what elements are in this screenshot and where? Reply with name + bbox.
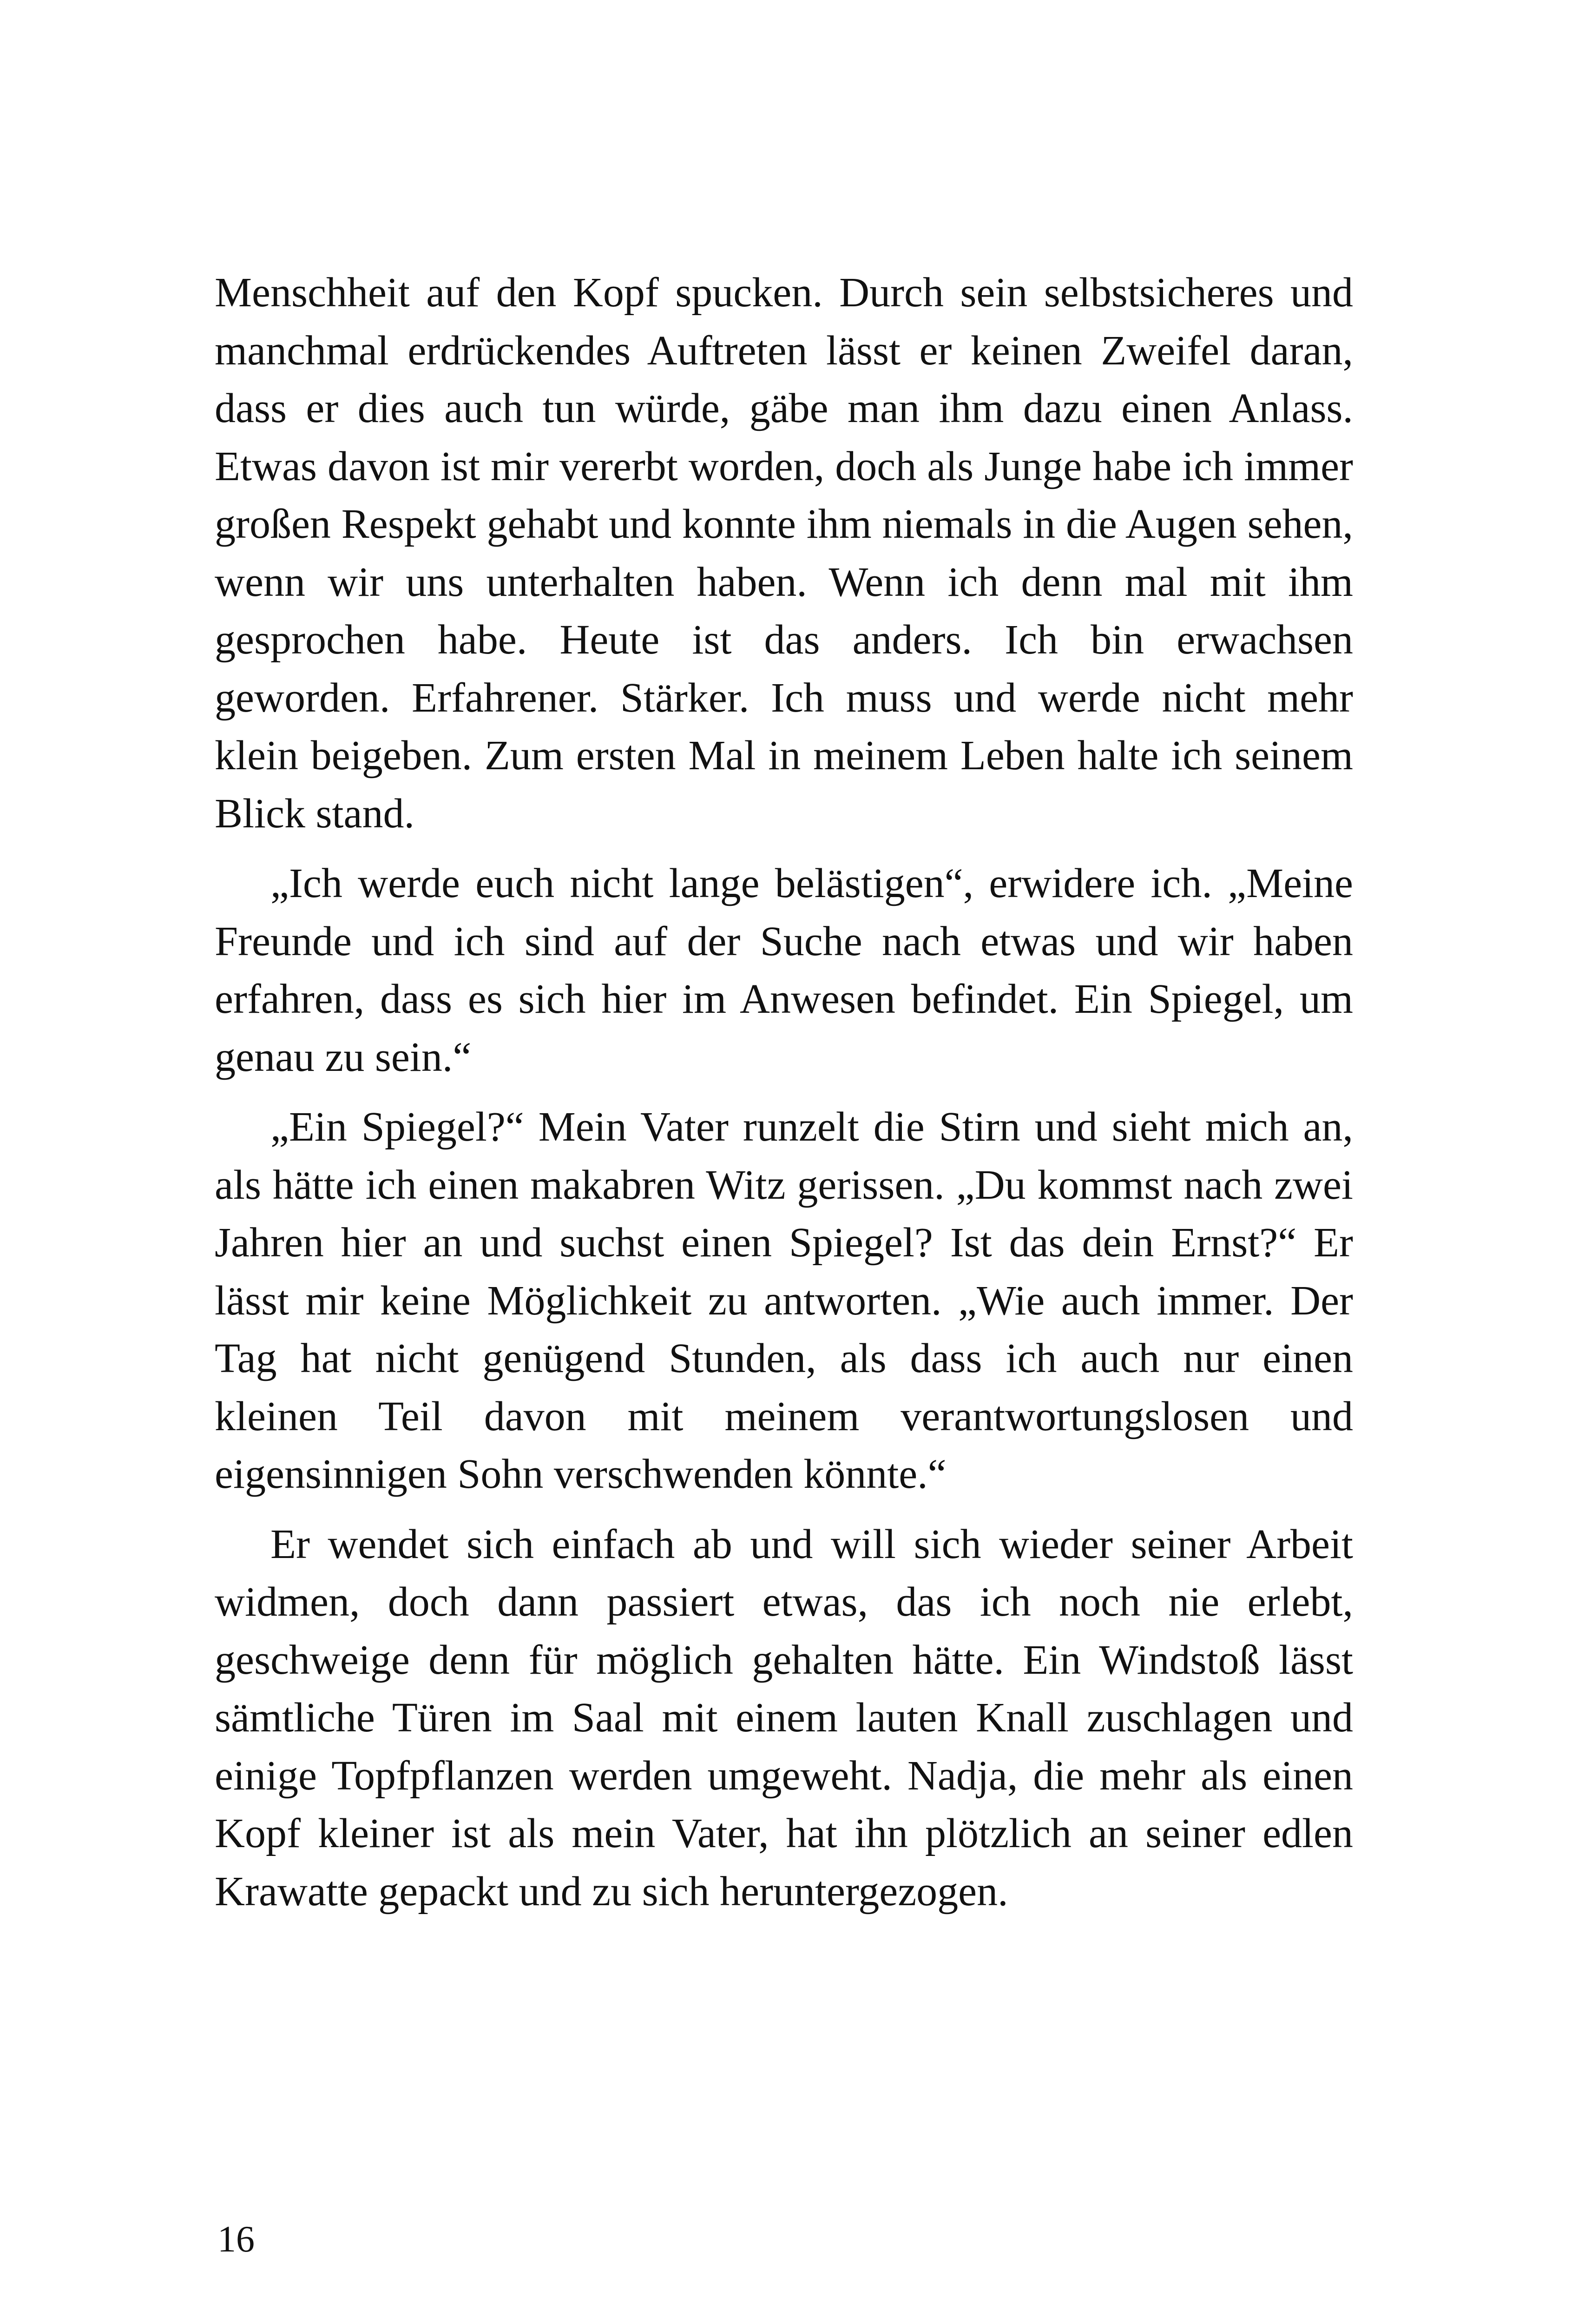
paragraph-4: Er wendet sich einfach ab und will sich wieder seiner Arbeit widmen, doch dann passiert etwas, das ich noch nie erlebt, geschweige denn für möglich gehalten hätte. Ein Windstoß lässt sämtliche Türen im Saal mit einem lauten Knall zuschlagen und einige Topfpflanzen werden umgeweht. Nadja, die mehr als einen Kopf kleiner ist als mein Vater, hat ihn plötzlich an seiner edlen Krawatte gepackt und zu sich heruntergezogen. (215, 1521, 1353, 1915)
body-text (215, 264, 1353, 1921)
page-number: 16 (217, 2219, 255, 2260)
paragraph-2: „Ich werde euch nicht lange belästigen“, erwidere ich. „Meine Freunde und ich sind auf der Suche nach etwas und wir haben erfahren, dass es sich hier im Anwesen befindet. Ein Spiegel, um genau zu sein.“ (215, 860, 1353, 1080)
paragraph-1: Menschheit auf den Kopf spucken. Durch sein selbstsicheres und manchmal erdrückendes Auftreten lässt er keinen Zweifel daran, dass er dies auch tun würde, gäbe man ihm dazu einen Anlass. Etwas davon ist mir vererbt worden, doch als Junge habe ich immer großen Respekt gehabt und konnte ihm niemals in die Augen sehen, wenn wir uns unterhalten haben. Wenn ich denn mal mit ihm gesprochen habe. Heute ist das anders. Ich bin erwachsen geworden. Erfahrener. Stärker. Ich muss und werde nicht mehr klein beigeben. Zum ersten Mal in meinem Leben halte ich seinem Blick stand. (215, 270, 1353, 837)
paragraph-3: „Ein Spiegel?“ Mein Vater runzelt die Stirn und sieht mich an, als hätte ich einen makabren Witz gerissen. „Du kommst nach zwei Jahren hier an und suchst einen Spiegel? Ist das dein Ernst?“ Er lässt mir keine Möglichkeit zu antworten. „Wie auch immer. Der Tag hat nicht genügend Stunden, als dass ich auch nur einen kleinen Teil davon mit meinem verantwortungslosen und eigensinnigen Sohn verschwenden könnte.“ (215, 1104, 1353, 1497)
